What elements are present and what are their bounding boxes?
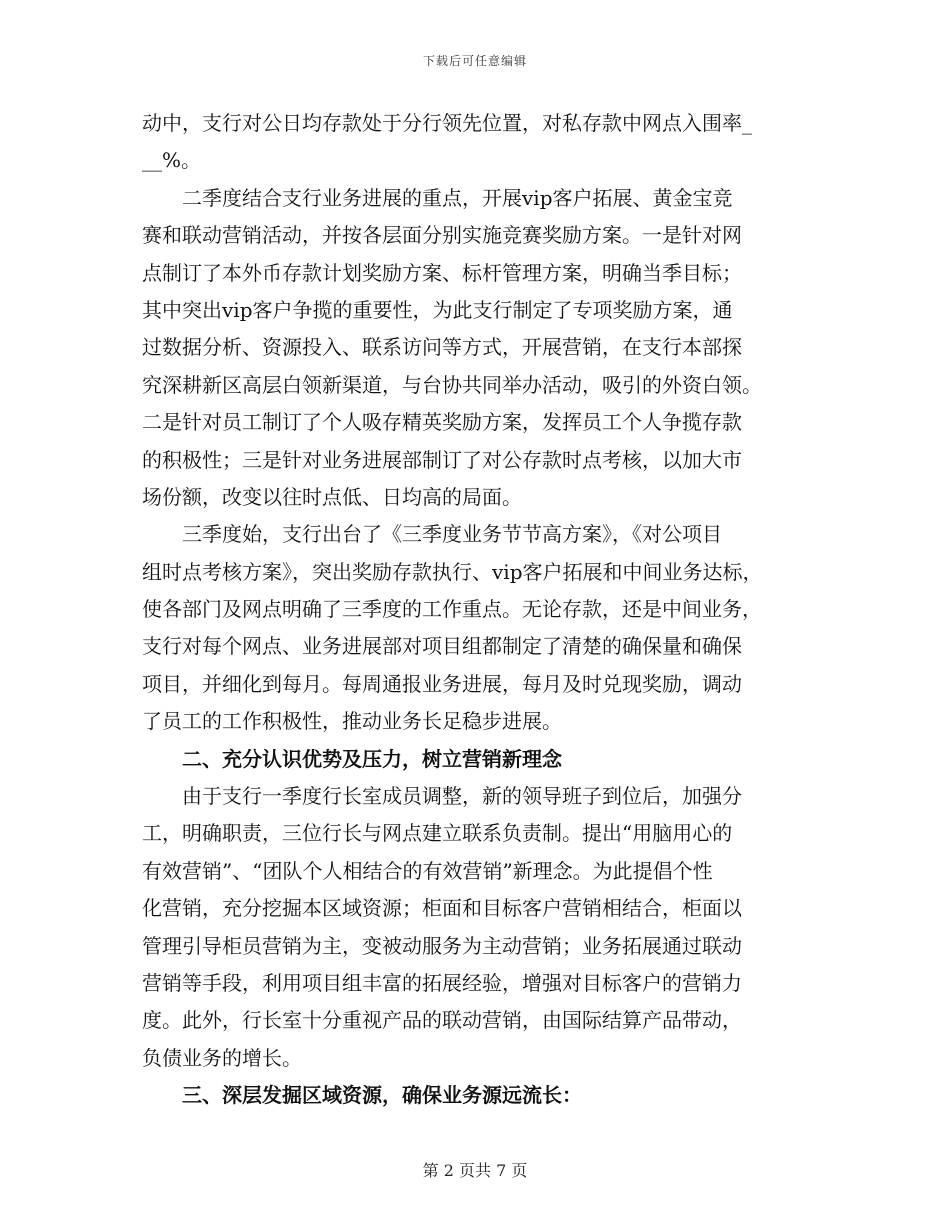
text-line: 了员工的工作积极性，推动业务长足稳步进展。 bbox=[142, 709, 562, 734]
text-line: 负债业务的增长。 bbox=[142, 1045, 302, 1070]
text-line: __%。 bbox=[142, 148, 202, 173]
page-number: 第 2 页共 7 页 bbox=[422, 1161, 528, 1180]
text-line: 三季度始，支行出台了《三季度业务节节高方案》，《对公项目 bbox=[142, 522, 722, 547]
text-line: 赛和联动营销活动，并按各层面分别实施竞赛奖励方案。一是针对网 bbox=[142, 223, 742, 248]
text-line: 点制订了本外币存款计划奖励方案、标杆管理方案，明确当季目标； bbox=[142, 260, 742, 285]
text-line: 营销等手段，利用项目组丰富的拓展经验，增强对目标客户的营销力 bbox=[142, 970, 742, 995]
text-line: 的积极性；三是针对业务进展部制订了对公存款时点考核，以加大市 bbox=[142, 447, 742, 472]
text-line: 其中突出vip客户争揽的重要性，为此支行制定了专项奖励方案，通 bbox=[142, 297, 733, 322]
text-line: 项目，并细化到每月。每周通报业务进展，每月及时兑现奖励，调动 bbox=[142, 671, 742, 696]
text-line: 组时点考核方案》，突出奖励存款执行、vip客户拓展和中间业务达标， bbox=[142, 559, 763, 584]
text-line: 动中，支行对公日均存款处于分行领先位置，对私存款中网点入围率_ bbox=[142, 111, 752, 135]
section-heading: 三、深层发掘区域资源，确保业务源远流长： bbox=[142, 1083, 582, 1108]
text-line: 管理引导柜员营销为主，变被动服务为主动营销；业务拓展通过联动 bbox=[142, 933, 742, 958]
text-line: 有效营销”、“团队个人相结合的有效营销”新理念。为此提倡个性 bbox=[142, 858, 713, 883]
section-heading: 二、充分认识优势及压力，树立营销新理念 bbox=[142, 746, 562, 771]
text-line: 工，明确职责，三位行长与网点建立联系负责制。提出“用脑用心的 bbox=[142, 821, 733, 846]
text-line: 支行对每个网点、业务进展部对项目组都制定了清楚的确保量和确保 bbox=[142, 634, 742, 659]
text-line: 究深耕新区高层白领新渠道，与台协共同举办活动，吸引的外资白领。 bbox=[142, 372, 762, 397]
text-line: 由于支行一季度行长室成员调整，新的领导班子到位后，加强分 bbox=[142, 784, 742, 809]
text-line: 场份额，改变以往时点低、日均高的局面。 bbox=[142, 484, 522, 509]
text-line: 二是针对员工制订了个人吸存精英奖励方案，发挥员工个人争揽存款 bbox=[142, 410, 742, 435]
text-line: 度。此外，行长室十分重视产品的联动营销，由国际结算产品带动， bbox=[142, 1008, 742, 1033]
document-body bbox=[142, 105, 822, 1115]
text-line: 二季度结合支行业务进展的重点，开展vip客户拓展、黄金宝竞 bbox=[142, 185, 733, 210]
text-line: 化营销，充分挖掘本区域资源；柜面和目标客户营销相结合，柜面以 bbox=[142, 896, 742, 921]
text-line: 使各部门及网点明确了三季度的工作重点。无论存款，还是中间业务， bbox=[142, 597, 762, 622]
text-line: 过数据分析、资源投入、联系访问等方式，开展营销，在支行本部探 bbox=[142, 335, 742, 360]
page-header: 下载后可任意编辑 bbox=[422, 54, 527, 68]
